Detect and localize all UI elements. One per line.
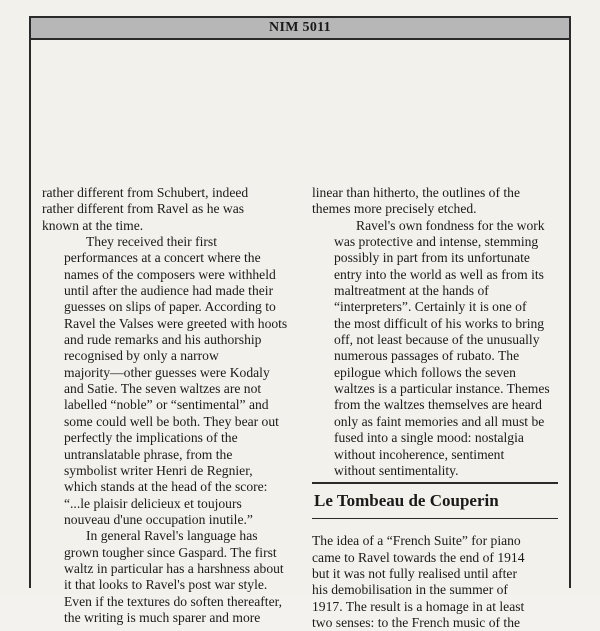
section-rule-top	[312, 482, 558, 484]
text-line: They received their first	[86, 234, 217, 250]
text-line: guesses on slips of paper. According to	[64, 299, 276, 315]
text-line: performances at a concert where the	[64, 250, 261, 266]
text-line: recognised by only a narrow	[64, 348, 219, 364]
right-column-paragraphs	[312, 185, 558, 479]
paragraph	[312, 533, 558, 631]
text-line: it that looks to Ravel's post war style.	[64, 577, 268, 593]
text-line: the writing is much sparer and more	[64, 609, 261, 625]
text-line: themes more precisely etched.	[312, 201, 477, 217]
text-line: from the waltzes themselves are heard	[334, 397, 542, 413]
text-line: “interpreters”. Certainly it is one of	[334, 299, 527, 315]
text-line: untranslatable phrase, from the	[64, 446, 233, 462]
text-line: some could well be both. They bear out	[64, 413, 279, 429]
text-line: but it was not fully realised until after	[312, 565, 517, 581]
text-line: entry into the world as well as from its	[334, 266, 544, 282]
text-line: grown tougher since Gaspard. The first	[64, 544, 277, 560]
text-line: without sentimentality.	[334, 462, 459, 478]
text-line: the most difficult of his works to bring	[334, 315, 545, 331]
paragraph	[312, 185, 558, 218]
text-line: his demobilisation in the summer of	[312, 582, 508, 598]
catalog-number: NIM 5011	[269, 20, 331, 35]
text-line: Ravel's own fondness for the work	[356, 217, 545, 233]
text-line: until after the audience had made their	[64, 283, 274, 299]
text-line: labelled “noble” or “sentimental” and	[64, 397, 269, 413]
text-line: names of the composers were withheld	[64, 266, 276, 282]
text-line: The idea of a “French Suite” for piano	[312, 533, 521, 549]
paragraph	[312, 218, 558, 480]
text-line: Ravel the Valses were greeted with hoots	[64, 315, 288, 331]
text-line: “...le plaisir delicieux et toujours	[64, 495, 242, 511]
text-line: rather different from Schubert, indeed	[42, 185, 249, 200]
section-title: Le Tombeau de Couperin	[314, 491, 499, 511]
text-line: waltzes is a particular instance. Themes	[334, 381, 550, 397]
header-bar	[29, 16, 571, 40]
paragraph	[42, 234, 290, 528]
text-line: symbolist writer Henri de Regnier,	[64, 462, 253, 478]
text-line: off, not least because of the unusually	[334, 332, 540, 348]
text-line: and Satie. The seven waltzes are not	[64, 381, 262, 397]
text-line: was protective and intense, stemming	[334, 234, 539, 250]
paragraph	[42, 185, 290, 234]
text-line: and rude remarks and his authorship	[64, 332, 262, 348]
text-line: without incoherence, sentiment	[334, 446, 505, 462]
text-line: epilogue which follows the seven	[334, 364, 516, 380]
section-rule-bottom	[312, 518, 558, 519]
text-line: known at the time.	[42, 217, 144, 233]
text-line: fused into a single mood: nostalgia	[334, 430, 524, 446]
text-line: In general Ravel's language has	[86, 528, 258, 544]
text-line: maltreatment at the hands of	[334, 283, 489, 299]
text-line: numerous passages of rubato. The	[334, 348, 520, 364]
text-line: which stands at the head of the score:	[64, 479, 268, 495]
text-line: linear than hitherto, the outlines of the	[312, 185, 521, 200]
text-line: rather different from Ravel as he was	[42, 201, 245, 217]
text-line: waltz in particular has a harshness about	[64, 560, 284, 576]
text-line: 1917. The result is a homage in at least	[312, 598, 525, 614]
paragraph	[42, 528, 290, 626]
text-line: only as faint memories and all must be	[334, 413, 545, 429]
text-line: nouveau d'une occupation inutile.”	[64, 511, 253, 527]
text-line: possibly in part from its unfortunate	[334, 250, 530, 266]
section-paragraph	[312, 533, 558, 631]
right-column	[312, 185, 558, 631]
text-line: majority—other guesses were Kodaly	[64, 364, 270, 380]
left-column	[42, 185, 290, 626]
text-line: Even if the textures do soften thereafter,	[64, 593, 282, 609]
text-line: perfectly the implications of the	[64, 430, 238, 446]
text-line: came to Ravel towards the end of 1914	[312, 549, 525, 565]
text-line: two senses: to the French music of the	[312, 614, 521, 630]
